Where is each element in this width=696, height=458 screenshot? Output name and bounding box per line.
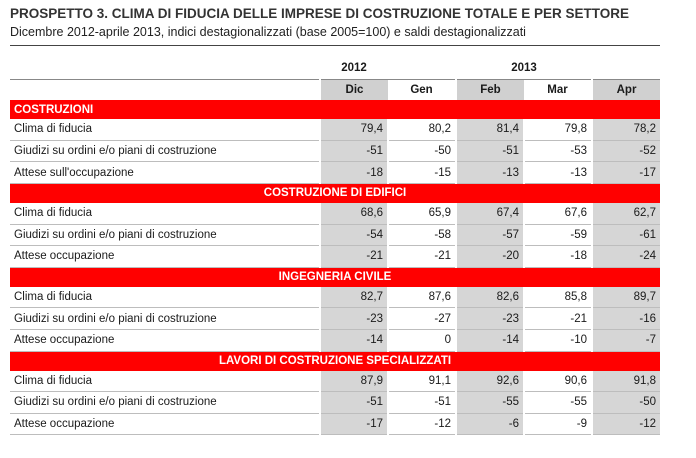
cell-mar: -21 (524, 308, 592, 330)
row-label: Attese sull'occupazione (10, 162, 320, 184)
cell-mar: 90,6 (524, 371, 592, 392)
month-header-spacer (10, 79, 320, 100)
cell-mar: -59 (524, 224, 592, 246)
table-row (10, 371, 660, 392)
row-label: Giudizi su ordini e/o piani di costruzione (10, 308, 320, 330)
cell-mar: -18 (524, 246, 592, 268)
cell-apr: -61 (592, 224, 660, 246)
cell-mar: -53 (524, 140, 592, 162)
row-label: Attese occupazione (10, 329, 320, 351)
row-label: Clima di fiducia (10, 203, 320, 224)
cell-dic: -17 (320, 413, 388, 435)
cell-feb: -14 (456, 329, 524, 351)
cell-gen: -21 (388, 246, 456, 268)
cell-gen: 0 (388, 329, 456, 351)
cell-apr: 78,2 (592, 119, 660, 140)
cell-gen: -27 (388, 308, 456, 330)
cell-dic: -18 (320, 162, 388, 184)
row-label: Clima di fiducia (10, 371, 320, 392)
year-header-row (10, 58, 660, 79)
section-title: LAVORI DI COSTRUZIONE SPECIALIZZATI (10, 351, 660, 371)
cell-feb: 82,6 (456, 287, 524, 308)
section-header-ingegneria-civile (10, 267, 660, 287)
cell-dic: 87,9 (320, 371, 388, 392)
table-row (10, 308, 660, 330)
document-title: PROSPETTO 3. CLIMA DI FIDUCIA DELLE IMPRESE DI COSTRUZIONE TOTALE E PER SETTORE (10, 6, 630, 21)
cell-gen: -12 (388, 413, 456, 435)
row-label: Clima di fiducia (10, 119, 320, 140)
cell-feb: -13 (456, 162, 524, 184)
cell-dic: -51 (320, 392, 388, 414)
row-label: Attese occupazione (10, 246, 320, 268)
row-label: Giudizi su ordini e/o piani di costruzione (10, 224, 320, 246)
confidence-table (10, 58, 660, 435)
cell-feb: -57 (456, 224, 524, 246)
section-title: COSTRUZIONI (10, 100, 660, 119)
cell-gen: -58 (388, 224, 456, 246)
cell-apr: -24 (592, 246, 660, 268)
cell-mar: -9 (524, 413, 592, 435)
month-header-feb: Feb (456, 79, 524, 100)
table-row (10, 162, 660, 184)
table-row (10, 329, 660, 351)
cell-feb: 81,4 (456, 119, 524, 140)
year-header-spacer (10, 58, 320, 79)
cell-apr: -52 (592, 140, 660, 162)
cell-apr: -7 (592, 329, 660, 351)
table-row (10, 119, 660, 140)
table-row (10, 224, 660, 246)
cell-dic: -51 (320, 140, 388, 162)
cell-apr: 91,8 (592, 371, 660, 392)
cell-mar: 85,8 (524, 287, 592, 308)
month-header-row (10, 79, 660, 100)
header-rule (10, 45, 660, 46)
row-label: Giudizi su ordini e/o piani di costruzione (10, 392, 320, 414)
cell-gen: 87,6 (388, 287, 456, 308)
table-row (10, 392, 660, 414)
cell-apr: 62,7 (592, 203, 660, 224)
month-header-dic: Dic (320, 79, 388, 100)
cell-apr: 89,7 (592, 287, 660, 308)
section-header-lavori-di-costruzione-specializzati (10, 351, 660, 371)
cell-gen: 91,1 (388, 371, 456, 392)
cell-mar: -55 (524, 392, 592, 414)
cell-mar: -13 (524, 162, 592, 184)
cell-mar: 67,6 (524, 203, 592, 224)
cell-feb: -23 (456, 308, 524, 330)
row-label: Attese occupazione (10, 413, 320, 435)
cell-apr: -50 (592, 392, 660, 414)
cell-mar: 79,8 (524, 119, 592, 140)
section-header-costruzioni (10, 100, 660, 119)
cell-gen: -50 (388, 140, 456, 162)
document-subtitle: Dicembre 2012-aprile 2013, indici destagionalizzati (base 2005=100) e saldi destagionalizzati (10, 25, 526, 39)
month-header-gen: Gen (410, 83, 433, 96)
cell-feb: -51 (456, 140, 524, 162)
section-title: INGEGNERIA CIVILE (10, 267, 660, 287)
cell-feb: 67,4 (456, 203, 524, 224)
cell-apr: -17 (592, 162, 660, 184)
table-row (10, 413, 660, 435)
cell-dic: -21 (320, 246, 388, 268)
table-row (10, 246, 660, 268)
cell-dic: 68,6 (320, 203, 388, 224)
cell-mar: -10 (524, 329, 592, 351)
cell-dic: -14 (320, 329, 388, 351)
cell-apr: -16 (592, 308, 660, 330)
month-header-apr: Apr (592, 79, 660, 100)
cell-gen: -15 (388, 162, 456, 184)
table-row (10, 140, 660, 162)
month-header-mar: Mar (547, 83, 568, 96)
cell-dic: -54 (320, 224, 388, 246)
cell-dic: 79,4 (320, 119, 388, 140)
section-title: COSTRUZIONE DI EDIFICI (10, 183, 660, 203)
cell-dic: 82,7 (320, 287, 388, 308)
cell-gen: 65,9 (388, 203, 456, 224)
table-row (10, 203, 660, 224)
cell-gen: 80,2 (388, 119, 456, 140)
section-header-costruzione-di-edifici (10, 183, 660, 203)
cell-feb: 92,6 (456, 371, 524, 392)
table-row (10, 287, 660, 308)
cell-dic: -23 (320, 308, 388, 330)
year-2013-header: 2013 (388, 58, 660, 79)
year-2012-header: 2012 (320, 58, 388, 79)
cell-apr: -12 (592, 413, 660, 435)
cell-feb: -55 (456, 392, 524, 414)
row-label: Giudizi su ordini e/o piani di costruzione (10, 140, 320, 162)
row-label: Clima di fiducia (10, 287, 320, 308)
cell-feb: -6 (456, 413, 524, 435)
cell-feb: -20 (456, 246, 524, 268)
cell-gen: -51 (388, 392, 456, 414)
